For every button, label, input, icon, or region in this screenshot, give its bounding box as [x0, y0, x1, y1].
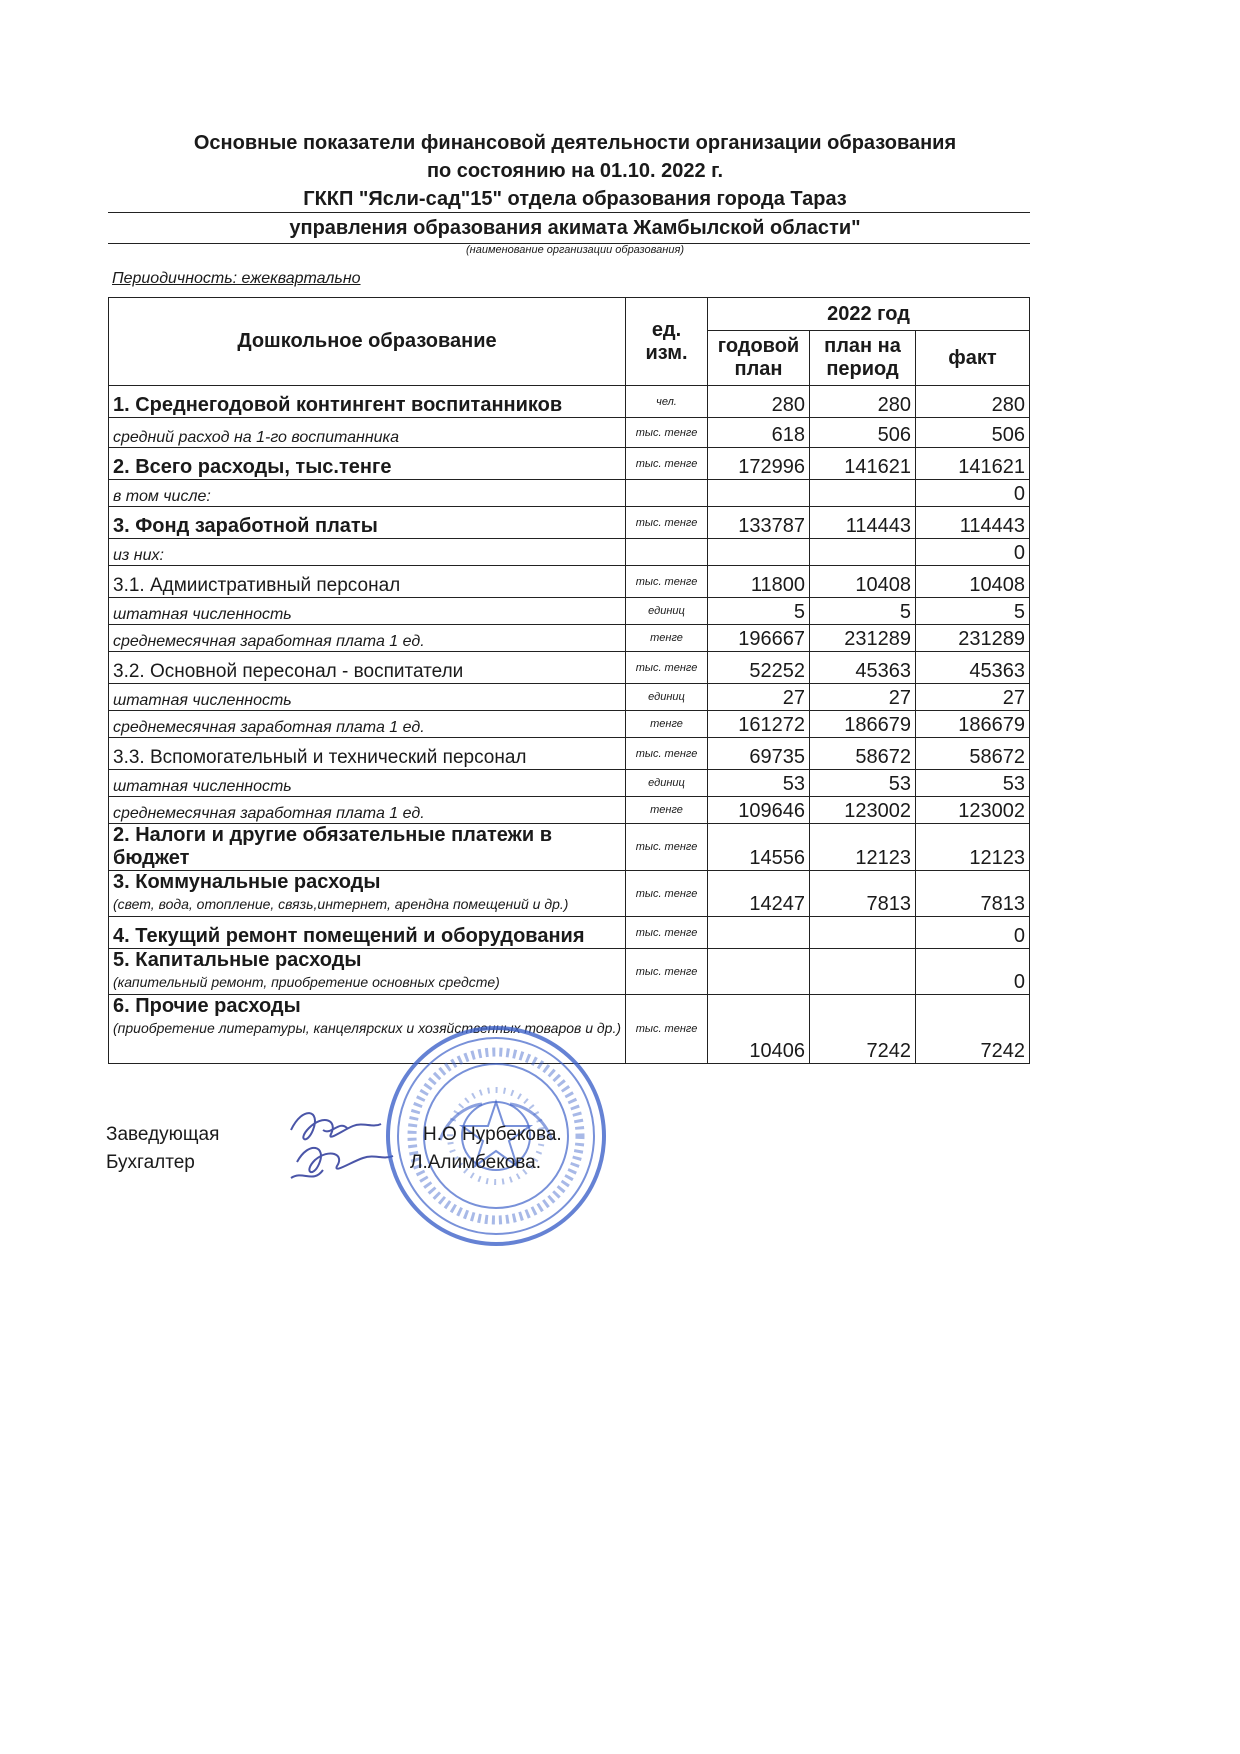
- header-period-plan: план на период: [810, 331, 916, 386]
- annual-plan-cell: 27: [708, 684, 810, 711]
- row-unit: тыс. тенге: [626, 995, 708, 1064]
- period-plan-cell: 114443: [810, 507, 916, 539]
- actual-cell: 53: [916, 770, 1030, 797]
- row-unit: тенге: [626, 797, 708, 824]
- row-note: (капительный ремонт, приобретение основных средстe): [113, 974, 500, 990]
- row-unit: тыс. тенге: [626, 507, 708, 539]
- period-plan-cell: 280: [810, 386, 916, 418]
- annual-plan-cell: 133787: [708, 507, 810, 539]
- row-label: 4. Текущий ремонт помещений и оборудования: [109, 917, 626, 949]
- row-label: из них:: [109, 539, 626, 566]
- row-unit: единиц: [626, 598, 708, 625]
- organization-name-hint: (наименование организации образования): [466, 244, 684, 256]
- actual-cell: 10408: [916, 566, 1030, 598]
- period-plan-cell: [810, 917, 916, 949]
- actual-cell: 123002: [916, 797, 1030, 824]
- annual-plan-cell: 14247: [708, 871, 810, 917]
- annual-plan-cell: 172996: [708, 448, 810, 480]
- annual-plan-cell: 109646: [708, 797, 810, 824]
- organization-name-line-2: управления образования акимата Жамбылской области": [289, 217, 861, 239]
- row-unit: тыс. тенге: [626, 949, 708, 995]
- period-plan-cell: 506: [810, 418, 916, 448]
- period-plan-cell: 141621: [810, 448, 916, 480]
- table-row: [109, 738, 1030, 770]
- row-label: средний расход на 1-го воспитанника: [109, 418, 626, 448]
- row-unit: тыс. тенге: [626, 738, 708, 770]
- row-unit: тыс. тенге: [626, 917, 708, 949]
- table-row: [109, 539, 1030, 566]
- actual-cell: 7813: [916, 871, 1030, 917]
- annual-plan-cell: 52252: [708, 652, 810, 684]
- row-note: (приобретение литературы, канцелярских и хозяйственных товаров и др.): [113, 1020, 621, 1036]
- row-unit: единиц: [626, 684, 708, 711]
- annual-plan-cell: 618: [708, 418, 810, 448]
- annual-plan-cell: 5: [708, 598, 810, 625]
- table-row: [109, 824, 1030, 871]
- table-row: [109, 949, 1030, 995]
- annual-plan-cell: 14556: [708, 824, 810, 871]
- actual-cell: 280: [916, 386, 1030, 418]
- actual-cell: 114443: [916, 507, 1030, 539]
- annual-plan-cell: [708, 917, 810, 949]
- period-plan-cell: 186679: [810, 711, 916, 738]
- table-row: [109, 507, 1030, 539]
- report-title-line-1: Основные показатели финансовой деятельности организации образования: [193, 132, 957, 154]
- actual-cell: 7242: [916, 995, 1030, 1064]
- annual-plan-cell: [708, 539, 810, 566]
- header-actual: факт: [916, 331, 1030, 386]
- underline-rule: [108, 212, 1030, 213]
- period-plan-cell: [810, 480, 916, 507]
- row-unit: [626, 539, 708, 566]
- row-label: штатная численность: [109, 770, 626, 797]
- table-row: [109, 652, 1030, 684]
- header-year: 2022 год: [708, 298, 1030, 331]
- row-unit: единиц: [626, 770, 708, 797]
- row-unit: тыс. тенге: [626, 418, 708, 448]
- actual-cell: 506: [916, 418, 1030, 448]
- row-label: 3.1. Адмиистративный персонал: [109, 566, 626, 598]
- row-label: 1. Среднегодовой контингент воспитанников: [109, 386, 626, 418]
- table-row: [109, 625, 1030, 652]
- head-name: Н.О Нурбекова.: [423, 1124, 562, 1145]
- row-label: 3. Фонд заработной платы: [109, 507, 626, 539]
- period-plan-cell: 45363: [810, 652, 916, 684]
- period-plan-cell: 10408: [810, 566, 916, 598]
- row-unit: тыс. тенге: [626, 824, 708, 871]
- accountant-title: Бухгалтер: [106, 1152, 195, 1173]
- row-unit: тыс. тенге: [626, 871, 708, 917]
- row-label: 3.2. Основной пересонал - воспитатели: [109, 652, 626, 684]
- row-label: 3.3. Вспомогательный и технический персонал: [109, 738, 626, 770]
- period-plan-cell: 53: [810, 770, 916, 797]
- table-row: [109, 770, 1030, 797]
- actual-cell: 0: [916, 480, 1030, 507]
- annual-plan-cell: 11800: [708, 566, 810, 598]
- row-label: 2. Налоги и другие обязательные платежи в бюджет: [109, 824, 626, 871]
- actual-cell: 0: [916, 949, 1030, 995]
- table-row: [109, 386, 1030, 418]
- report-date-line: по состоянию на 01.10. 2022 г.: [426, 160, 724, 182]
- annual-plan-cell: [708, 480, 810, 507]
- table-row: [109, 871, 1030, 917]
- header-annual-plan: годовой план: [708, 331, 810, 386]
- row-unit: тенге: [626, 625, 708, 652]
- header-category: Дошкольное образование: [109, 298, 626, 386]
- actual-cell: 0: [916, 539, 1030, 566]
- actual-cell: 58672: [916, 738, 1030, 770]
- annual-plan-cell: 10406: [708, 995, 810, 1064]
- row-label: среднемесячная заработная плата 1 ед.: [109, 711, 626, 738]
- row-title: 3. Коммунальные расходы: [113, 871, 381, 893]
- annual-plan-cell: 196667: [708, 625, 810, 652]
- annual-plan-cell: 53: [708, 770, 810, 797]
- annual-plan-cell: 280: [708, 386, 810, 418]
- row-unit: [626, 480, 708, 507]
- actual-cell: 0: [916, 917, 1030, 949]
- row-label: [109, 949, 626, 995]
- row-label: штатная численность: [109, 598, 626, 625]
- header-unit: ед. изм.: [626, 298, 708, 386]
- period-plan-cell: 231289: [810, 625, 916, 652]
- period-plan-cell: 123002: [810, 797, 916, 824]
- actual-cell: 27: [916, 684, 1030, 711]
- row-unit: чел.: [626, 386, 708, 418]
- actual-cell: 231289: [916, 625, 1030, 652]
- financial-indicators-table: [108, 297, 1030, 1064]
- period-plan-cell: 7242: [810, 995, 916, 1064]
- period-plan-cell: 58672: [810, 738, 916, 770]
- head-title: Заведующая: [106, 1124, 220, 1145]
- actual-cell: 186679: [916, 711, 1030, 738]
- period-plan-cell: 7813: [810, 871, 916, 917]
- periodicity-label: Периодичность: ежеквартально: [112, 270, 361, 287]
- accountant-name: Л.Алимбекова.: [410, 1152, 542, 1173]
- table-row: [109, 448, 1030, 480]
- table-row: [109, 598, 1030, 625]
- actual-cell: 141621: [916, 448, 1030, 480]
- period-plan-cell: [810, 949, 916, 995]
- actual-cell: 45363: [916, 652, 1030, 684]
- annual-plan-cell: 161272: [708, 711, 810, 738]
- period-plan-cell: 12123: [810, 824, 916, 871]
- row-unit: тенге: [626, 711, 708, 738]
- row-label: в том числе:: [109, 480, 626, 507]
- annual-plan-cell: [708, 949, 810, 995]
- row-unit: тыс. тенге: [626, 448, 708, 480]
- row-label: штатная численность: [109, 684, 626, 711]
- table-row: [109, 797, 1030, 824]
- row-label: 2. Всего расходы, тыс.тенге: [109, 448, 626, 480]
- table-row: [109, 480, 1030, 507]
- organization-name-line-1: ГККП "Ясли-сад"15" отдела образования города Тараз: [303, 188, 847, 210]
- row-unit: тыс. тенге: [626, 566, 708, 598]
- actual-cell: 12123: [916, 824, 1030, 871]
- row-unit: тыс. тенге: [626, 652, 708, 684]
- period-plan-cell: 27: [810, 684, 916, 711]
- period-plan-cell: 5: [810, 598, 916, 625]
- table-row: [109, 418, 1030, 448]
- annual-plan-cell: 69735: [708, 738, 810, 770]
- row-note: (свет, вода, отопление, связь,интернет, арендна помещений и др.): [113, 896, 569, 912]
- row-title: 5. Капитальные расходы: [113, 949, 362, 971]
- row-title: 6. Прочие расходы: [113, 995, 301, 1017]
- table-row: [109, 917, 1030, 949]
- row-label: среднемесячная заработная плата 1 ед.: [109, 797, 626, 824]
- row-label: [109, 871, 626, 917]
- table-row: [109, 711, 1030, 738]
- row-label: среднемесячная заработная плата 1 ед.: [109, 625, 626, 652]
- table-row: [109, 684, 1030, 711]
- table-row: [109, 566, 1030, 598]
- actual-cell: 5: [916, 598, 1030, 625]
- period-plan-cell: [810, 539, 916, 566]
